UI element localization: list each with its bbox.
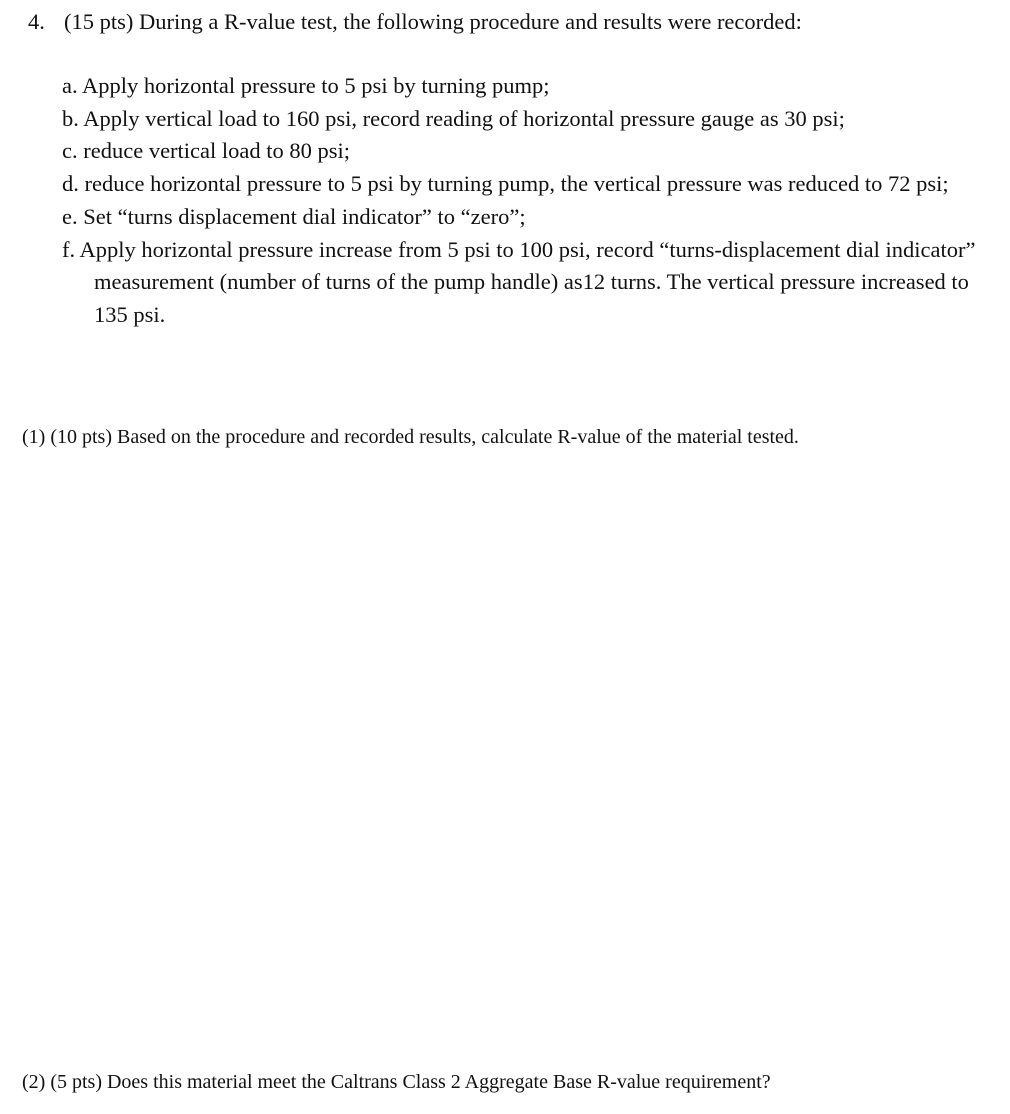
problem-header (28, 6, 988, 38)
question-1: (1) (10 pts) Based on the procedure and recorded results, calculate R-value of the material tested. (22, 426, 799, 448)
problem-title: (15 pts) During a R-value test, the following procedure and results were recorded: (64, 9, 802, 34)
procedure-step-e: e. Set “turns displacement dial indicator” to “zero”; (62, 203, 526, 229)
procedure-step-c: c. reduce vertical load to 80 psi; (62, 138, 351, 164)
procedure-list (62, 70, 1002, 332)
procedure-step-a: a. Apply horizontal pressure to 5 psi by turning pump; (62, 73, 550, 98)
procedure-step-b: b. Apply vertical load to 160 psi, record reading of horizontal pressure gauge as 30 psi; (62, 105, 845, 131)
problem-number: 4. (28, 9, 45, 34)
question-2: (2) (5 pts) Does this material meet the Caltrans Class 2 Aggregate Base R-value requirement? (22, 1071, 771, 1093)
procedure-step-d: d. reduce horizontal pressure to 5 psi by turning pump, the vertical pressure was reduced to 72 psi; (62, 171, 949, 197)
procedure-step-f: f. Apply horizontal pressure increase from 5 psi to 100 psi, record “turns-displacement dial indicator” measurement (number of turns of the pump handle) as12 turns. The vertical pressure increased to 135 psi. (62, 236, 976, 327)
